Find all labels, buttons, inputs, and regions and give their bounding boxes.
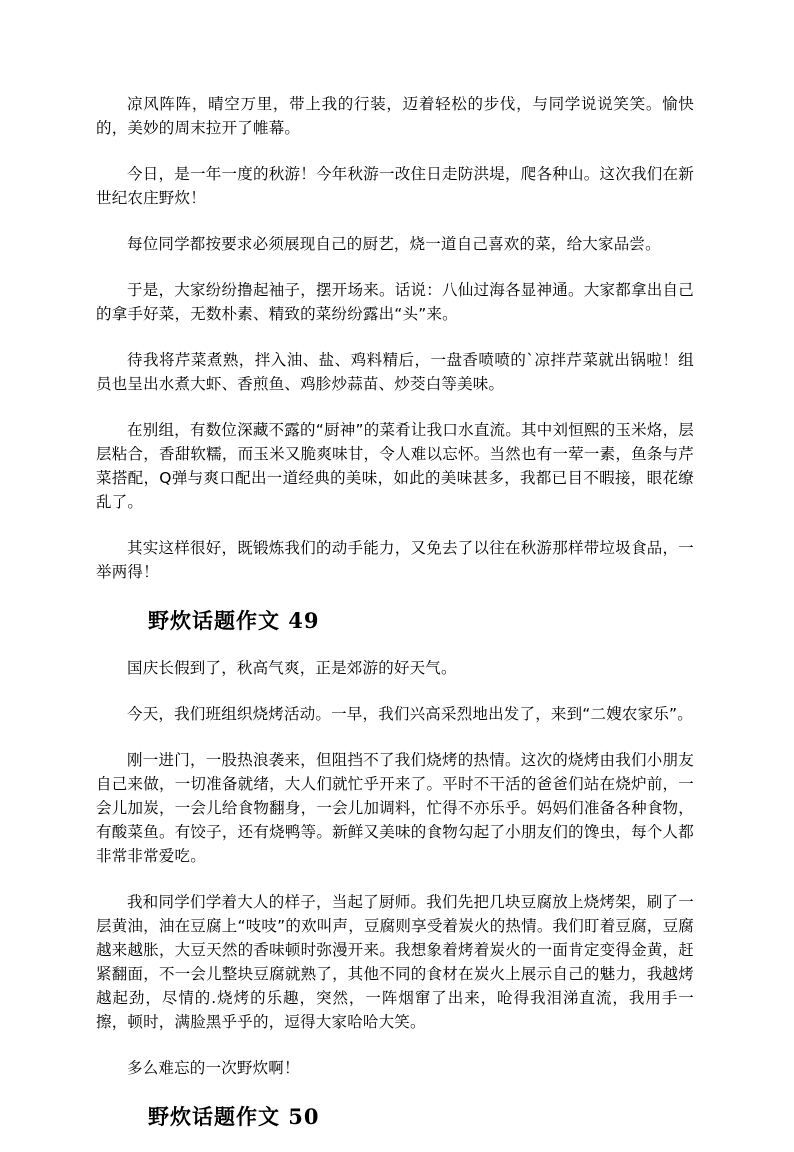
paragraph: 凉风阵阵，晴空万里，带上我的行装，迈着轻松的步伐，与同学说说笑笑。愉快的，美妙的周末拉开了帷幕。	[96, 95, 694, 137]
section-heading: 野炊话题作文 49	[148, 608, 320, 633]
paragraph: 于是，大家纷纷撸起袖子，摆开场来。话说：八仙过海各显神通。大家都拿出自己的拿手好菜，无数朴素、精致的菜纷纷露出“头”来。	[96, 281, 694, 323]
paragraph: 今天，我们班组织烧烤活动。一早，我们兴高采烈地出发了，来到“二嫂农家乐”。	[127, 705, 693, 723]
paragraph: 刚一进门，一股热浪袭来，但阻挡不了我们烧烤的热情。这次的烧烤由我们小朋友自己来做，一切准备就绪，大人们就忙乎开来了。平时不干活的爸爸们站在烧炉前，一会儿加炭，一会儿给食物翻身，一会儿加调料，忙得不亦乐乎。妈妈们准备各种食物，有酸菜鱼。有饺子，还有烧鸭等。新鲜又美味的食物勾起了小朋友们的馋虫，每个人都非常非常爱吃。	[96, 751, 694, 865]
paragraph: 今日，是一年一度的秋游！今年秋游一改住日走防洪堤，爬各种山。这次我们在新世纪农庄野炊！	[96, 165, 694, 207]
paragraph: 在别组，有数位深藏不露的“厨神”的菜肴让我口水直流。其中刘恒熙的玉米烙，层层粘合，香甜软糯，而玉米又脆爽味甘，令人难以忘怀。当然也有一荤一素，鱼条与芹菜搭配，Q弹与爽口配出一道经典的美味，如此的美味甚多，我都已目不暇接，眼花缭乱了。	[96, 421, 694, 511]
paragraph: 国庆长假到了，秋高气爽，正是郊游的好天气。	[127, 659, 457, 677]
paragraph: 其实这样很好，既锻炼我们的动手能力，又免去了以往在秋游那样带垃圾食品，一举两得！	[96, 539, 694, 581]
section-heading: 野炊话题作文 50	[148, 1104, 320, 1129]
paragraph: 我和同学们学着大人的样子，当起了厨师。我们先把几块豆腐放上烧烤架，刷了一层黄油，油在豆腐上“吱吱”的欢叫声，豆腐则享受着炭火的热情。我们盯着豆腐，豆腐越来越胀，大豆天然的香味顿时弥漫开来。我想象着烤着炭火的一面肯定变得金黄，赶紧翻面，不一会儿整块豆腐就熟了，其他不同的食材在炭火上展示自己的魅力，我越烤越起劲，尽情的.烧烤的乐趣，突然，一阵烟窜了出来，呛得我泪涕直流，我用手一擦，顿时，满脸黑乎乎的，逗得大家哈哈大笑。	[96, 893, 694, 1031]
paragraph: 多么难忘的一次野炊啊！	[127, 1059, 300, 1077]
paragraph: 待我将芹菜煮熟，拌入油、盐、鸡料精后，一盘香喷喷的`凉拌芹菜就出锅啦！组员也呈出水煮大虾、香煎鱼、鸡胗炒蒜苗、炒茭白等美味。	[96, 351, 694, 393]
document-page	[96, 92, 694, 1152]
paragraph: 每位同学都按要求必须展现自己的厨艺，烧一道自己喜欢的菜，给大家品尝。	[127, 235, 661, 253]
